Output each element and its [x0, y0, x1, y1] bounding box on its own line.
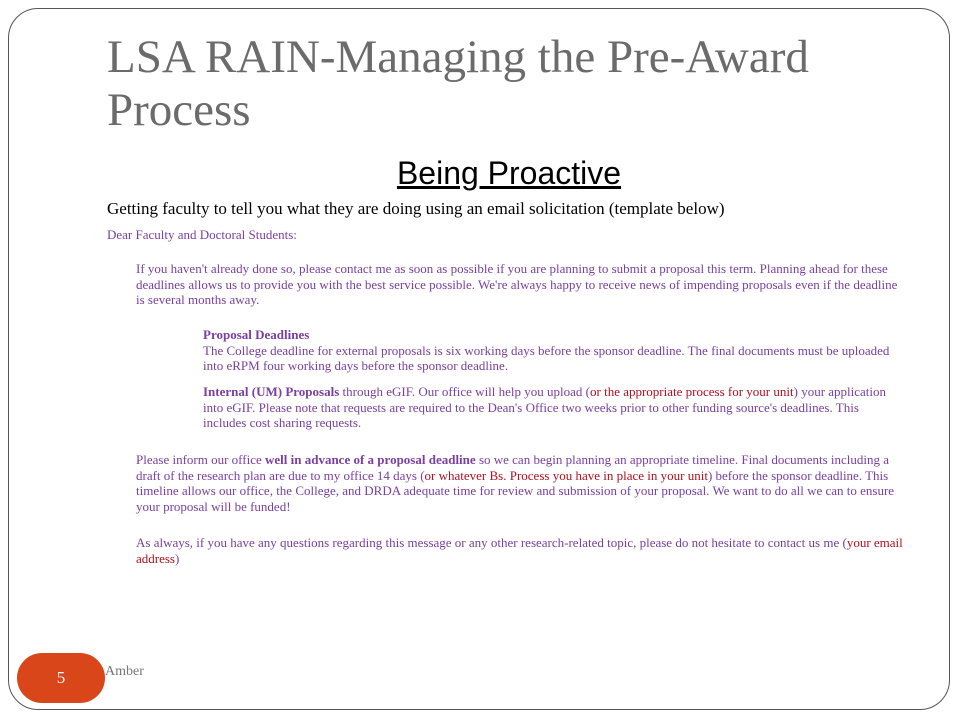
intro-text: Getting faculty to tell you what they are doing using an email solicitation (template below)	[107, 199, 725, 218]
inform-text-3: ) before the sponsor deadline. This timeline allows our office, the College, and DRDA adequate time for review and submission of your proposal. We want to do all we can to ensure your proposal will be funded!	[136, 467, 895, 514]
inform-text-2: so we can begin planning an appropriate timeline. Final documents including a draft of the research plan are due to my office 14 days (	[136, 452, 890, 483]
email-paragraph-planning: If you haven't already done so, please contact me as soon as possible if you are planning to submit a proposal this term. Planning ahead for these deadlines allows us to provide you with the best service possible. We're always happy to receive news of impending proposals even if the deadline is several months away.	[136, 261, 898, 307]
closing-red-text: your email address	[136, 535, 903, 566]
internal-heading: Internal (UM) Proposals	[203, 384, 340, 399]
slide-title: LSA RAIN-Managing the Pre-Award Process	[107, 31, 809, 136]
footer-author: Amber	[105, 664, 144, 679]
inform-bold-text: well in advance of a proposal deadline	[265, 452, 476, 467]
internal-red-text: or the appropriate process for your unit	[590, 384, 794, 399]
internal-text-1: through eGIF. Our office will help you upload (	[339, 384, 590, 399]
inform-text-1: Please inform our office	[136, 452, 265, 467]
email-salutation: Dear Faculty and Doctoral Students:	[107, 227, 297, 242]
deadlines-heading: Proposal Deadlines	[203, 327, 310, 342]
email-paragraph-inform	[136, 452, 906, 514]
closing-text-1: As always, if you have any questions regarding this message or any other research-related topic, please do not hesitate to contact us me (	[136, 535, 847, 550]
email-paragraph-internal	[203, 384, 903, 431]
deadlines-text: The College deadline for external proposals is six working days before the sponsor deadline. The final documents must be uploaded into eRPM four working days before the sponsor deadline.	[203, 342, 890, 373]
closing-text-2: )	[175, 550, 180, 566]
internal-text-2: ) your application into eGIF. Please note that requests are required to the Dean's Office two weeks prior to other funding source's deadlines. This includes cost sharing requests.	[203, 384, 887, 430]
slide	[8, 8, 950, 710]
email-paragraph-deadlines	[203, 327, 903, 374]
inform-red-text: or whatever Bs. Process you have in place in your unit	[424, 467, 708, 483]
email-paragraph-closing	[136, 535, 906, 566]
page-number-badge: 5	[17, 653, 105, 703]
slide-subtitle: Being Proactive	[396, 155, 622, 191]
